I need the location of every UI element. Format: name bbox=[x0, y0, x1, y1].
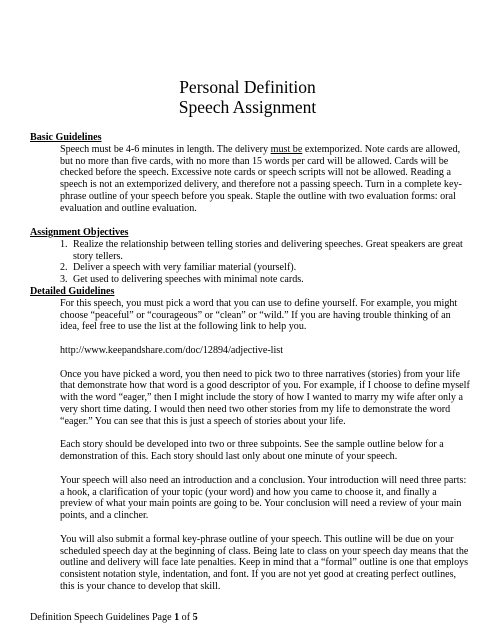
objective-item bbox=[30, 239, 470, 263]
adjective-list-link[interactable]: http://www.keepandshare.com/doc/12894/adjective-list bbox=[60, 344, 284, 356]
objective-number: 1. bbox=[60, 238, 68, 250]
basic-guidelines-section bbox=[30, 132, 470, 215]
objective-text: Realize the relationship between telling stories and delivering speeches. Great speakers are great story tellers. bbox=[73, 238, 463, 262]
basic-text-before: Speech must be 4-6 minutes in length. The delivery bbox=[60, 143, 271, 155]
detailed-paragraph-2: Once you have picked a word, you then need to pick two to three narratives (stories) from your life that demonstrate how that word is a good descriptor of you. For example, if I choose to define myself with the word “eager,” then I might include the story of how I wanted to marry my wife after only a very short time dating. I would then need two other stories from my life to demonstrate the word “eager.” You can see that this is just a speech of stories about your life. bbox=[60, 368, 470, 427]
detailed-paragraph-5: You will also submit a formal key-phrase outline of your speech. This outline will be due on your scheduled speech day at the beginning of class. Being late to class on your speech day means that the outline and delivery will face late penalties. Keep in mind that a “formal” outline is one that employs consistent notation style, indentation, and font. If you are not yet good at creating perfect outlines, this is your chance to develop that skill. bbox=[60, 533, 469, 592]
objective-number: 3. bbox=[60, 274, 68, 286]
objective-text: Deliver a speech with very familiar material (yourself). bbox=[73, 262, 297, 274]
detailed-paragraph-3: Each story should be developed into two or three subpoints. See the sample outline below for a demonstration of this. Each story should last only about one minute of your speech. bbox=[60, 439, 444, 463]
footer-total-pages: 5 bbox=[192, 612, 198, 623]
objective-item bbox=[30, 262, 470, 274]
detailed-paragraph-4: Your speech will also need an introduction and a conclusion. Your introduction will need three parts: a hook, a clarification of your topic (your word) and how you came to choose it, and finally a preview of what your main points are going to be. Your conclusion will need a review of your main points, and a clincher. bbox=[60, 474, 467, 522]
detailed-paragraph-1: For this speech, you must pick a word that you can use to define yourself. For example, you might choose “peaceful” or “courageous” or “clean” or “wild.” If you are having trouble thinking of an idea, feel free to use the list at the following link to help you. bbox=[60, 297, 458, 333]
page-footer bbox=[30, 612, 198, 624]
objectives-section bbox=[30, 227, 470, 286]
basic-guidelines-heading: Basic Guidelines bbox=[30, 132, 102, 143]
footer-prefix: Definition Speech Guidelines Page bbox=[30, 612, 175, 623]
objectives-list bbox=[30, 239, 470, 286]
title-line-2: Speech Assignment bbox=[178, 97, 317, 117]
footer-page-number: 1 bbox=[174, 612, 180, 623]
objective-item bbox=[30, 274, 470, 286]
basic-guidelines-text bbox=[30, 144, 470, 215]
detailed-guidelines-section bbox=[30, 286, 470, 593]
objectives-heading: Assignment Objectives bbox=[30, 227, 129, 238]
objective-text: Get used to delivering speeches with minimal note cards. bbox=[73, 274, 304, 286]
title-line-1: Personal Definition bbox=[179, 77, 316, 97]
basic-text-underlined: must be bbox=[270, 143, 303, 155]
footer-of: of bbox=[179, 612, 193, 623]
objective-number: 2. bbox=[60, 262, 68, 274]
detailed-guidelines-heading: Detailed Guidelines bbox=[30, 286, 115, 297]
basic-text-after: extemporized. Note cards are allowed, but no more than five cards, with no more than 15 words per card will be allowed. Cards will be checked before the speech. Excessive note cards or speech scripts will not be allowed. Reading a speech is not an extemporized delivery, and therefore not a passing speech. Turn in a complete key-phrase outline of your speech before you speak. Staple the outline with two evaluation forms: oral evaluation and outline evaluation. bbox=[60, 143, 462, 214]
